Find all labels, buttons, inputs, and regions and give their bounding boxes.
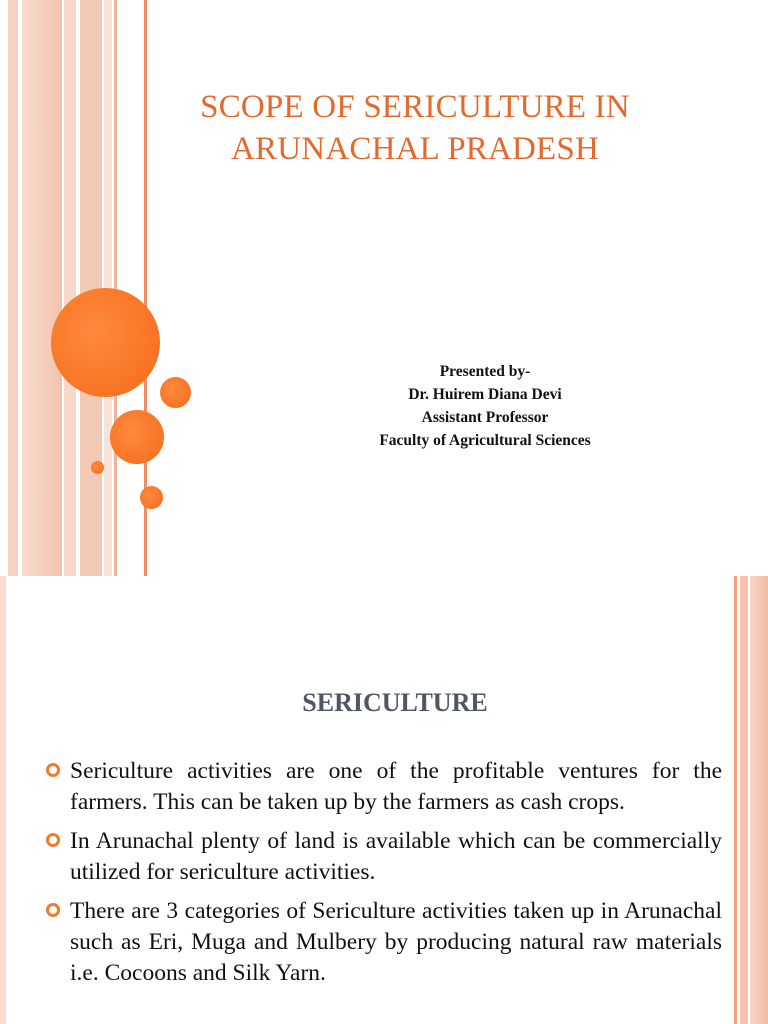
slide-heading: SERICULTURE xyxy=(302,687,488,717)
presenter-name: Dr. Huirem Diana Devi xyxy=(408,386,562,403)
presenter-faculty: Faculty of Agricultural Sciences xyxy=(379,432,591,449)
decor-stripe xyxy=(22,0,62,576)
decor-stripe xyxy=(750,576,768,1024)
decor-stripe xyxy=(8,0,18,576)
decor-circle-small xyxy=(91,461,104,474)
ring-bullet-icon xyxy=(46,903,60,917)
content-slide xyxy=(0,576,768,1024)
ring-bullet-icon xyxy=(46,763,60,777)
bullet-text: In Arunachal plenty of land is available which can be commercially utilized for sericulture activities. xyxy=(70,828,722,885)
decor-circle-large xyxy=(51,288,160,397)
list-item xyxy=(46,896,722,989)
slide-title: SCOPE OF SERICULTURE IN ARUNACHAL PRADESH xyxy=(200,89,630,168)
decor-stripe xyxy=(734,576,737,1024)
decor-circle-medium xyxy=(110,410,164,464)
bullet-text: There are 3 categories of Sericulture activities taken up in Arunachal such as Eri, Muga and Mulbery by producing natural raw materials i.e. Cocoons and Silk Yarn. xyxy=(70,898,722,986)
decor-stripe xyxy=(0,576,6,1024)
decor-circle-small xyxy=(140,486,163,509)
list-item xyxy=(46,826,722,888)
presenter-role: Assistant Professor xyxy=(421,409,549,426)
decor-circle-medium xyxy=(160,377,191,408)
presenter-label: Presented by- xyxy=(439,363,531,380)
presenter-block xyxy=(330,360,640,452)
list-item xyxy=(46,756,722,818)
decor-stripe xyxy=(740,576,748,1024)
ring-bullet-icon xyxy=(46,833,60,847)
decor-stripe xyxy=(64,0,76,576)
bullet-text: Sericulture activities are one of the profitable ventures for the farmers. This can be taken up by the farmers as cash crops. xyxy=(70,758,722,815)
bullet-list xyxy=(46,756,722,997)
